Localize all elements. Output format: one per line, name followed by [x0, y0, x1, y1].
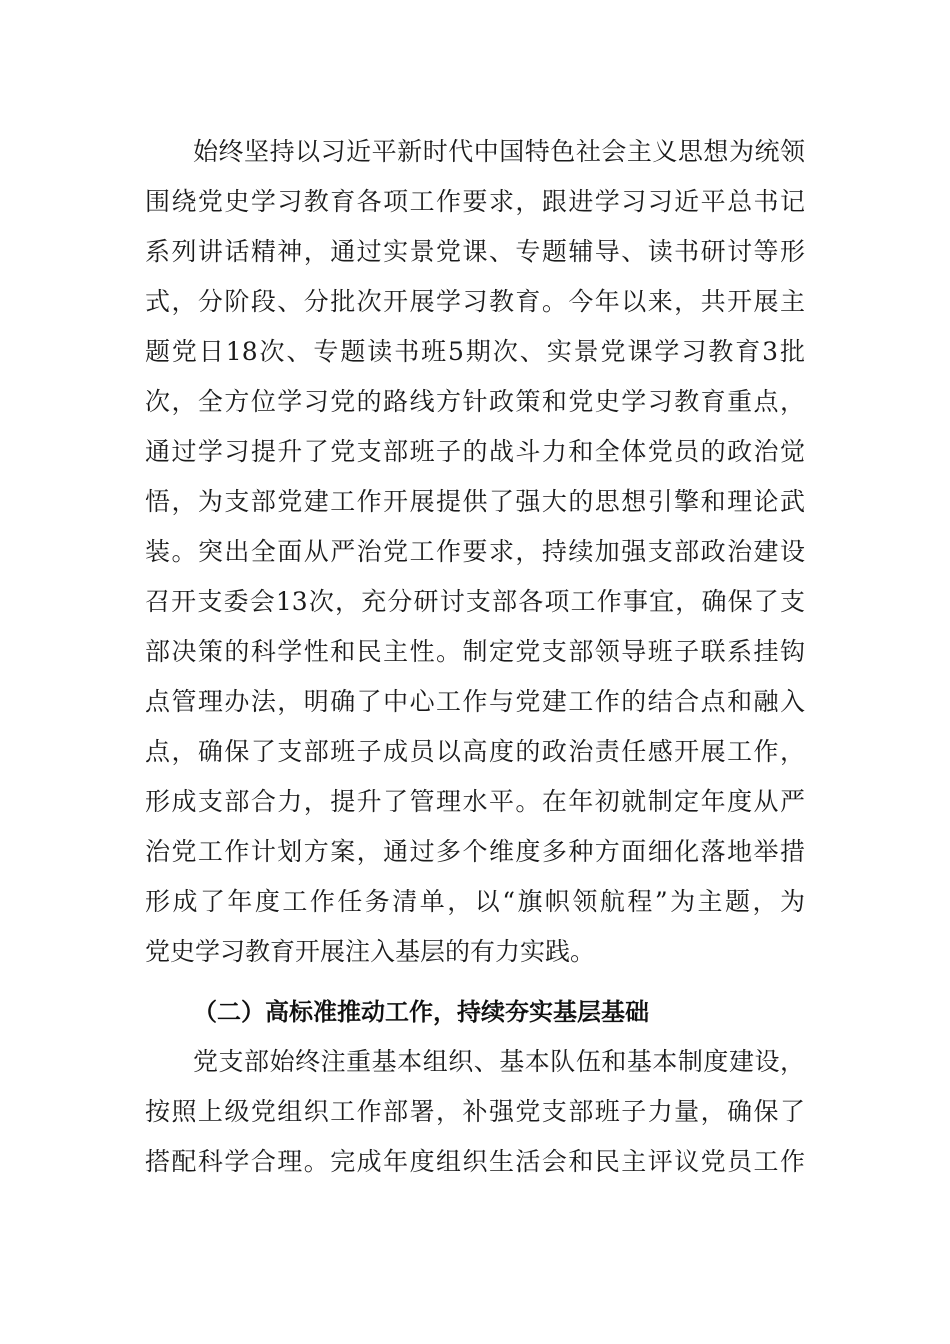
paragraph-1-line-15: 治党工作计划方案，通过多个维度多种方面细化落地举措 [145, 837, 805, 866]
paragraph-2-line-3: 搭配科学合理。完成年度组织生活会和民主评议党员工作 [145, 1147, 805, 1176]
paragraph-1-line-1: 始终坚持以习近平新时代中国特色社会主义思想为统领 [193, 137, 805, 166]
paragraph-1-line-9: 装。突出全面从严治党工作要求，持续加强支部政治建设 [145, 537, 805, 566]
paragraph-1-line-8: 悟，为支部党建工作开展提供了强大的思想引擎和理论武 [145, 487, 805, 516]
paragraph-1-line-11: 部决策的科学性和民主性。制定党支部领导班子联系挂钩 [145, 637, 805, 666]
paragraph-1-line-16: 形成了年度工作任务清单，以“旗帜领航程”为主题，为 [145, 887, 805, 916]
paragraph-1-line-2: 围绕党史学习教育各项工作要求，跟进学习习近平总书记 [145, 187, 805, 216]
paragraph-2-line-1: 党支部始终注重基本组织、基本队伍和基本制度建设， [193, 1047, 805, 1076]
paragraph-1-line-17: 党史学习教育开展注入基层的有力实践。 [145, 937, 596, 966]
paragraph-1-line-4: 式，分阶段、分批次开展学习教育。今年以来，共开展主 [145, 287, 805, 316]
section-heading: （二）高标准推动工作，持续夯实基层基础 [193, 998, 649, 1026]
paragraph-1-line-12: 点管理办法，明确了中心工作与党建工作的结合点和融入 [145, 687, 805, 716]
paragraph-1-line-10: 召开支委会13次，充分研讨支部各项工作事宜，确保了支 [145, 587, 805, 616]
paragraph-1-line-3: 系列讲话精神，通过实景党课、专题辅导、读书研讨等形 [145, 237, 805, 266]
paragraph-1-line-7: 通过学习提升了党支部班子的战斗力和全体党员的政治觉 [145, 437, 805, 466]
paragraph-2-line-2: 按照上级党组织工作部署，补强党支部班子力量，确保了 [145, 1097, 805, 1126]
paragraph-1-line-6: 次，全方位学习党的路线方针政策和党史学习教育重点， [145, 387, 805, 416]
paragraph-1-line-13: 点，确保了支部班子成员以高度的政治责任感开展工作， [145, 737, 805, 766]
paragraph-1-line-5: 题党日18次、专题读书班5期次、实景党课学习教育3批 [145, 337, 805, 366]
paragraph-1-line-14: 形成支部合力，提升了管理水平。在年初就制定年度从严 [145, 787, 805, 816]
